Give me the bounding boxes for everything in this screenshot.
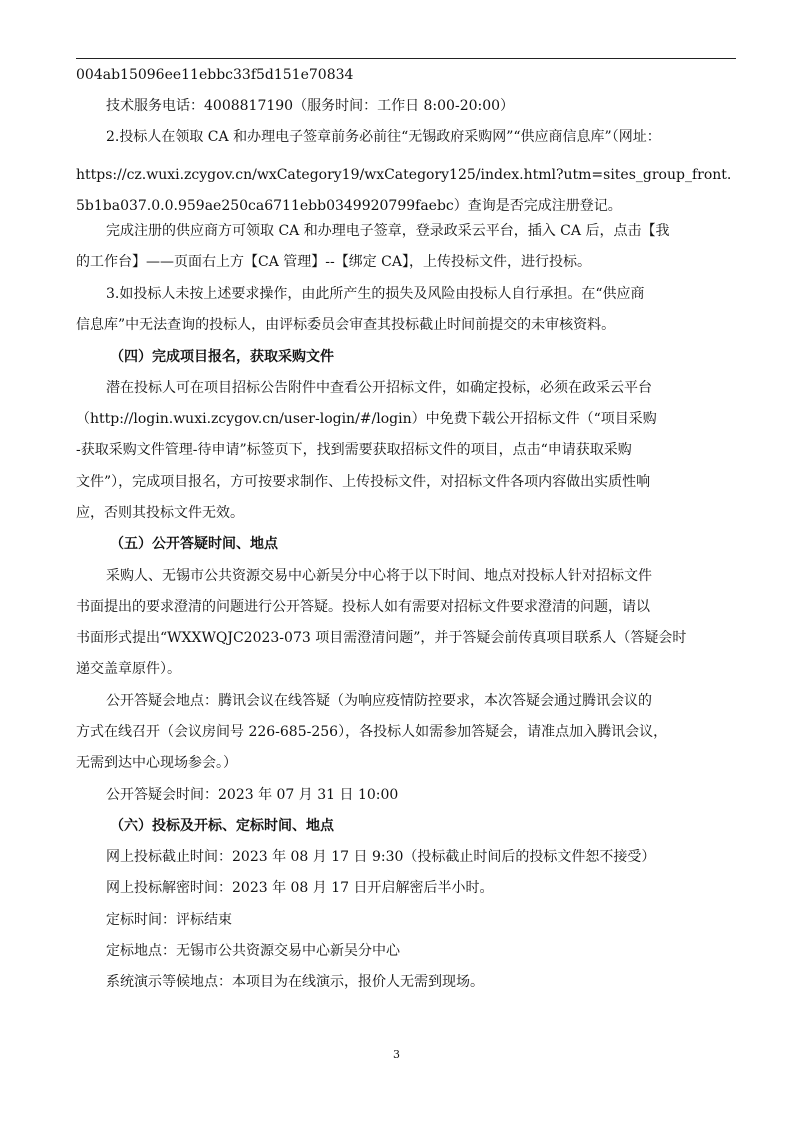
text-line-workbench: 的工作台】——页面右上方【CA 管理】--【绑定 CA】，上传投标文件，进行投标。 — [76, 254, 592, 270]
text-line-written-form: 书面形式提出“WXXWQJC2023-073 项目需澄清问题”，并于答疑会前传真项目联系人（答疑会时 — [76, 630, 687, 646]
text-line-meeting-room: 方式在线召开（会议房间号 226-685-256），各投标人如需参加答疑会，请准点加入腾讯会议， — [76, 724, 668, 740]
text-line-url: https://cz.wuxi.zcygov.cn/wxCategory19/wxCategory125/index.html?utm=sites_group_front.5b1ba037.0.0.959ae250ca6711ebb0349920799faebc）查询是否完成注册登记。 — [76, 167, 732, 214]
text-line-award-location: 定标地点：无锡市公共资源交易中心新吴分中心 — [106, 943, 400, 959]
text-line-registration: 文件”），完成项目报名，方可按要求制作、上传投标文件，对招标文件各项内容做出实质性响 — [76, 474, 651, 490]
text-line-login-url: （http://login.wuxi.zcygov.cn/user-login/#/login）中免费下载公开招标文件（“项目采购 — [76, 411, 657, 427]
text-line-potential-bidder: 潜在投标人可在项目招标公告附件中查看公开招标文件，如确定投标，必须在政采云平台 — [106, 380, 652, 396]
header-rule — [76, 58, 736, 59]
page-number: 3 — [393, 1048, 400, 1061]
text-line-qa-location: 公开答疑会地点：腾讯会议在线答疑（为响应疫情防控要求，本次答疑会通过腾讯会议的 — [106, 693, 652, 709]
text-line-written-questions: 书面提出的要求澄清的问题进行公开答疑。投标人如有需要对招标文件要求澄清的问题，请以 — [76, 599, 650, 615]
text-line-tab-page: -获取采购文件管理-待申请”标签页下，找到需要获取招标文件的项目，点击“申请获取采购 — [76, 442, 632, 458]
text-line-service-phone: 技术服务电话：4008817190（服务时间：工作日 8:00-20:00） — [106, 98, 515, 114]
text-line-qa-time: 公开答疑会时间：2023 年 07 月 31 日 10:00 — [106, 787, 399, 803]
text-line-bid-deadline: 网上投标截止时间：2023 年 08 月 17 日 9:30（投标截止时间后的投标文件恕不接受） — [106, 849, 656, 865]
text-line-stamped-original: 递交盖章原件）。 — [76, 661, 181, 677]
text-line-invalid: 应，否则其投标文件无效。 — [76, 505, 244, 521]
text-line-decrypt-time: 网上投标解密时间：2023 年 08 月 17 日开启解密后半小时。 — [106, 880, 494, 896]
text-line-license-hash: 004ab15096ee11ebbc33f5d151e70834 — [76, 67, 354, 83]
text-line-registered-supplier: 完成注册的供应商方可领取 CA 和办理电子签章，登录政采云平台，插入 CA 后，点击【我 — [106, 223, 670, 239]
text-line-item-2: 2.投标人在领取 CA 和办理电子签章前务必前往“无锡政府采购网”“供应商信息库”（网址： — [106, 129, 661, 145]
text-line-no-onsite: 无需到达中心现场参会。） — [76, 755, 237, 771]
text-line-item-3: 3.如投标人未按上述要求操作，由此所产生的损失及风险由投标人自行承担。在“供应商 — [106, 286, 645, 302]
text-line-award-time: 定标时间：评标结束 — [106, 912, 232, 928]
text-line-purchaser: 采购人、无锡市公共资源交易中心新吴分中心将于以下时间、地点对投标人针对招标文件 — [106, 568, 652, 584]
section-heading-6: （六）投标及开标、定标时间、地点 — [110, 818, 334, 834]
text-line-demo-location: 系统演示等候地点：本项目为在线演示，报价人无需到现场。 — [106, 974, 484, 990]
text-line-supplier-library: 信息库”中无法查询的投标人，由评标委员会审查其投标截止时间前提交的未审核资料。 — [76, 317, 616, 333]
section-heading-5: （五）公开答疑时间、地点 — [110, 536, 278, 552]
section-heading-4: （四）完成项目报名，获取采购文件 — [110, 349, 334, 365]
